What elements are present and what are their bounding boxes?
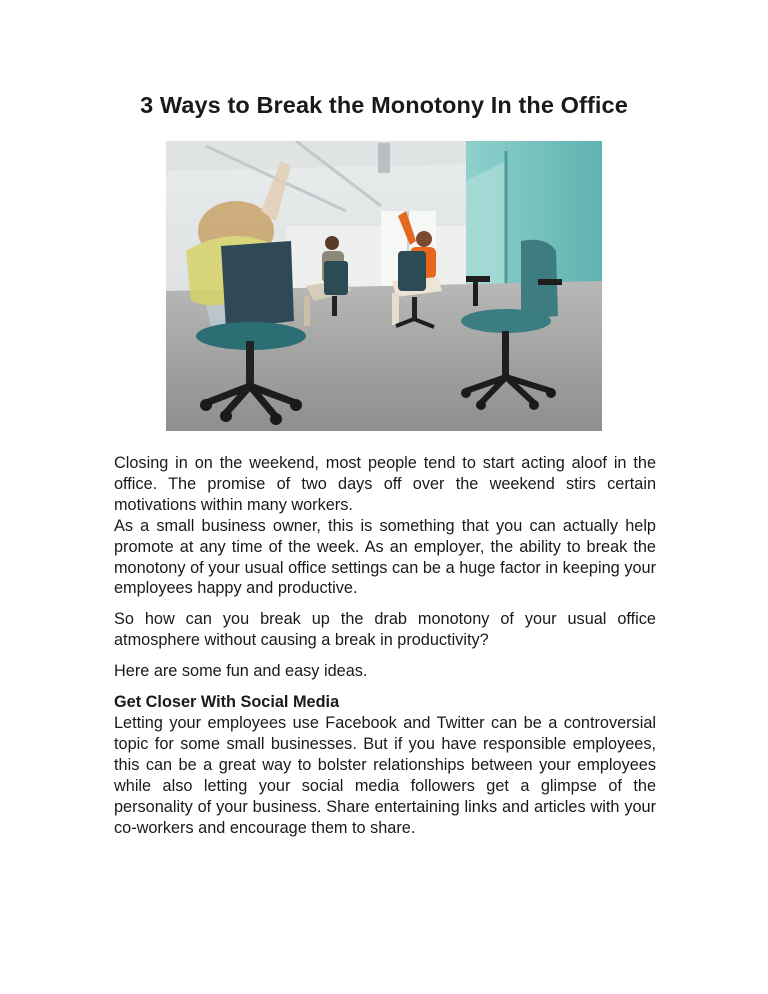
article-body [114, 453, 656, 838]
paragraph-question: So how can you break up the drab monotony of your usual office atmosphere without causing a break in productivity? [114, 610, 656, 650]
paragraph-owner: As a small business owner, this is something that you can actually help promote at any time of the week. As an employer, the ability to break the monotony of your usual office settings can be a huge factor in keeping your employees happy and productive. [114, 516, 656, 598]
page-title: 3 Ways to Break the Monotony In the Office [140, 92, 628, 118]
paragraph-intro: Closing in on the weekend, most people tend to start acting aloof in the office. The promise of two days off over the weekend stirs certain motivations within many workers. [114, 454, 656, 514]
section-heading: Get Closer With Social Media [114, 693, 340, 712]
section-paragraph: Letting your employees use Facebook and Twitter can be a controversial topic for some small businesses. But if you have responsible employees, this can be a great way to bolster relationships between your employees while also letting your social media followers get a glimpse of the personality of your business. Share entertaining links and articles with your co-workers and encourage them to share. [114, 713, 656, 837]
paragraph-ideas: Here are some fun and easy ideas. [114, 662, 368, 681]
office-chairs-photo [166, 141, 602, 431]
